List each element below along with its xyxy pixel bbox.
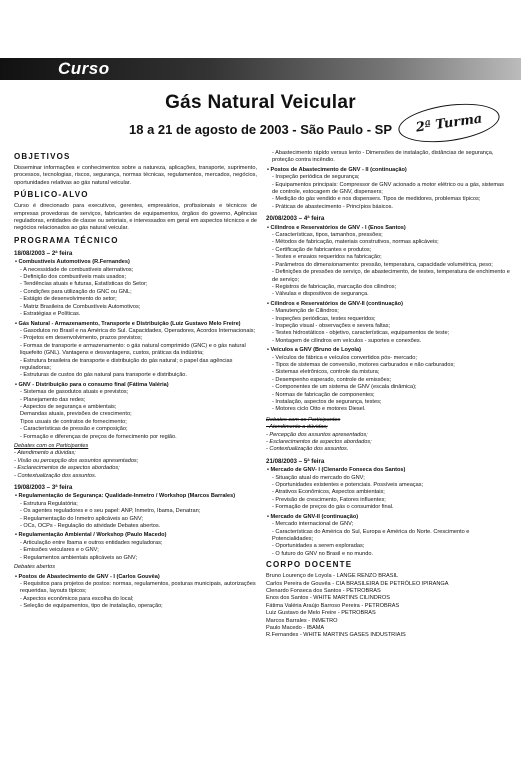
list-item: - Definição dos combustíveis mais usados; xyxy=(20,274,127,281)
list-item: Enos dos Santos - WHITE MARTINS CILINDROS xyxy=(266,595,390,602)
list-item: - Componentes de um sistema de GNV (escala dinâmica); xyxy=(272,384,417,391)
list-item: - Esclarecimentos de aspectos abordados; xyxy=(14,465,120,472)
corpo-heading: CORPO DOCENTE xyxy=(266,560,353,570)
list-item: - Estratégias e Políticas. xyxy=(20,311,81,318)
list-item: - Montagem de cilindros em veículos - suportes e conexões. xyxy=(272,337,422,344)
list-item: - Testes e ensaios requeridos na fabricação; xyxy=(272,254,382,261)
list-item: - Mercado internacional de GNV; xyxy=(272,521,354,528)
list-item: - Contextualização dos assuntos. xyxy=(14,472,97,479)
session-mercado-1: • Mercado de GNV- I (Clenardo Fonseca dos Santos) - Situação atual do mercado do GNV; - Oportunidades existentes e potenciais. Possíveis ameaças; - Atrativos Econômicos, Aspectos ambientais; - Previsão de crescimento, Fatores influentes; - Formação de preços do gás o consumidor final. xyxy=(266,467,511,511)
list-item: - Motores ciclo Otto e motores Diesel. xyxy=(272,406,366,413)
list-item: - Seleção de equipamentos, tipo de instalação, operação; xyxy=(20,603,163,610)
session-regulamentacao-seguranca: • Regulamentação de Segurança: Qualidade-Inmetro / Workshop (Marcos Barrales) - Estrutura Regulatória; - Os agentes reguladores e o seu papel: ANP, Inmetro, Ibama, Denatran; - Regulamentação do Inmetro aplicáveis ao GNV; - OCs, OCPs - Regulação do atividade Debates abertos. xyxy=(14,493,257,530)
publico-text: Curso é direcionado para executivos, gerentes, empresários, profissionais e técnicos de empresas provedoras de serviços, fabricantes de equipamentos, órgãos do governo, Agências reguladoras, entidades de classe ou setoriais, e interessados em geral em aspectos técnicos e de negócios relacionados ao gás natural veicular. xyxy=(14,203,257,232)
list-item: - Percepção dos assuntos apresentados; xyxy=(266,431,368,438)
list-item: - O futuro do GNV no Brasil e no mundo. xyxy=(272,550,374,557)
list-item: - Registros de fabricação, marcação dos cilindros; xyxy=(272,283,397,290)
list-item: - Esclarecimentos de aspectos abordados; xyxy=(266,439,372,446)
list-item: - Abastecimento rápido versus lento - Dimensões de instalação, distâncias de segurança, proteção contra incêndio. xyxy=(272,150,494,164)
session-veiculos: • Veículos a GNV (Bruno de Loyola) - Veículos de fábrica e veículos convertidos pós- mercado; - Tipos de sistemas de conversão, motores carburados e não carburados; - Sistemas eletrônicos, controle da mistura; - Desempenho esperado, controle de emissões; - Componentes de um sistema de GNV (escala dinâmica); - Normas de fabricação de componentes; - Instalação, aspectos de segurança, testes; - Motores ciclo Otto e motores Diesel. xyxy=(266,347,511,414)
list-item: - Gasodutos no Brasil e na América do Sul. Capacidades, Operadores, Acordos Internacionais; xyxy=(20,327,256,334)
list-item: Clenardo Fonseca dos Santos - PETROBRAS xyxy=(266,587,381,594)
day-20-date: 20/08/2003 – 4ª feira xyxy=(266,215,325,223)
list-item: - Inspeções periódicas, testes requeridos; xyxy=(272,315,376,322)
session-combustiveis: • Combustíveis Automotivos (R.Fernandes) - A necessidade de combustíveis alternativos; - Definição dos combustíveis mais usados; - Tendências atuais e futuras, Estatísticas do Setor; - Condições para utilização do GNC ou GNL; - Estágio de desenvolvimento do setor; - Matriz Brasileira de Combustíveis Automotivos; - Estratégias e Políticas. xyxy=(14,259,257,318)
session-postos-2: • Postos de Abastecimento de GNV - II (continuação) - Inspeção periódica de segurança; - Equipamentos principais: Compressor de GNV acionado a motor elétrico ou a gás, sistemas de controle, estocagem de GNV, dispensers; - Medição do gás vendido e nos dispensers. Tipos de medidores, problemas típicos; - Práticas de abastecimento - Princípios básicos. xyxy=(266,167,511,211)
list-item: - Oportunidades existentes e potenciais. Possíveis ameaças; xyxy=(272,482,424,489)
list-item: - Projetos em desenvolvimento, prazos previstos; xyxy=(20,335,143,342)
programa-heading: PROGRAMA TÉCNICO xyxy=(14,235,119,245)
list-item: - Condições para utilização do GNC ou GNL; xyxy=(20,288,132,295)
list-item: - Estrutura Regulatória; xyxy=(20,500,78,507)
list-item: - Estrutura brasileira de transporte e distribuição do gás natural; o papel das agências reguladoras; xyxy=(20,357,233,371)
debates-20: Debates com os Participantes - Atendimento a dúvidas; - Percepção dos assuntos apresentados; - Esclarecimentos de aspectos abordados; - Contextualização dos assuntos. xyxy=(266,416,511,454)
event-dates: 18 a 21 de agosto de 2003 - São Paulo - SP xyxy=(129,122,392,137)
list-item: - Situação atual do mercado do GNV; xyxy=(272,474,365,481)
list-item: - OCs, OCPs - Regulação do atividade Debates abertos. xyxy=(20,523,161,530)
list-item: - Formação e diferenças de preços de fornecimento por região. xyxy=(20,433,177,440)
list-item: - Oportunidades a serem exploradas; xyxy=(272,543,365,550)
list-item: - Manutenção de Cilindros; xyxy=(272,308,339,315)
right-column xyxy=(266,150,511,640)
list-item: - Instalação, aspectos de segurança, testes; xyxy=(272,399,382,405)
list-item: - Características de pressão e composição; xyxy=(20,426,128,433)
list-item: - Visão ou percepção dos assuntos apresentados; xyxy=(14,457,139,464)
session-postos-1: • Postos de Abastecimento de GNV - I (Carlos Gouvêa) - Requisitos para projetos de postos: normas, regulamentos, posturas municipais, autorizações requeridas, layouts típicos; - Aspectos econômicos para escolha do local; - Seleção de equipamentos, tipo de instalação, operação; xyxy=(15,573,256,610)
list-item: Tipos usuais de contratos de fornecimento; xyxy=(20,418,127,425)
session-cilindros-1: • Cilindros e Reservatórios de GNV - I (Enos Santos) - Características, tipos, tamanhos, pressões; - Métodos de fabricação, materiais construtivos, normas aplicáveis; - Certificação de fabricantes e produtos; - Testes e ensaios requeridos na fabricação; - Parâmetros do dimensionamento: pressão, temperatura, capacidade volumétrica, peso; - Definições de pressões de serviço, de abastecimento, de testes, temperatura de enchimento e de serviço; - Registros de fabricação, marcação dos cilindros; - Válvulas e dispositivos de segurança. xyxy=(267,224,510,298)
debates-19: Debates abertos xyxy=(14,564,56,571)
list-item: - Atrativos Econômicos, Aspectos ambientais; xyxy=(272,489,385,496)
list-item: - Sistemas de gasodutos atuais e previstos; xyxy=(20,389,129,396)
list-item: - Medição do gás vendido e nos dispensers. Tipos de medidores, problemas típicos; xyxy=(272,196,481,203)
list-item: - Articulação entre Ibama e outros entidades reguladoras; xyxy=(20,539,163,546)
handwritten-note xyxy=(348,415,350,423)
list-item: - Veículos de fábrica e veículos convertidos pós- mercado; xyxy=(272,354,417,361)
list-item: - Estágio de desenvolvimento do setor; xyxy=(20,296,117,303)
list-item: - Atendimento a dúvidas; xyxy=(14,450,76,457)
session-cilindros-2: • Cilindros e Reservatórios de GNV-II (continuação) - Manutenção de Cilindros; - Inspeções periódicas, testes requeridos; - Inspeção visual - observações e severa faltas; - Testes hidrostáticos - objetivo, características, equipamentos de teste; - Montagem de cilindros em veículos - suportes e conexões. xyxy=(266,301,511,345)
list-item: - Tendências atuais e futuras, Estatísticas do Setor; xyxy=(20,281,148,288)
day-21-date: 21/08/2003 – 5ª feira xyxy=(266,457,325,465)
list-item: - Inspeção visual - observações e severa faltas; xyxy=(272,322,391,329)
course-label: Curso xyxy=(58,59,110,78)
list-item: - Testes hidrostáticos - objetivo, características, equipamentos de teste; xyxy=(272,330,450,337)
publico-heading: PÚBLICO-ALVO xyxy=(14,190,89,200)
list-item: - A necessidade de combustíveis alternativos; xyxy=(20,266,134,273)
list-item: - Os agentes reguladores e o seu papel: ANP, Inmetro, Ibama, Denatran; xyxy=(20,508,201,515)
list-item: - Definições de pressões de serviço, de abastecimento, de testes, temperatura de enchimento e de serviço; xyxy=(272,269,510,283)
list-item: - Atendimento a dúvidas; xyxy=(266,424,328,431)
session-regulamentacao-ambiental: • Regulamentação Ambiental / Workshop (Paulo Macedo) - Articulação entre Ibama e outros entidades reguladoras; - Emissões veiculares e o GNV; - Regulamentos ambientais aplicáveis ao GNV; xyxy=(14,532,257,562)
debates-18: Debates com os Participantes - Atendimento a dúvidas; - Visão ou percepção dos assuntos apresentados; - Esclarecimentos de aspectos abordados; - Contextualização dos assuntos. xyxy=(14,443,257,480)
list-item: - Válvulas e dispositivos de segurança. xyxy=(272,291,369,298)
list-item: Bruno Lourenço de Loyola - LANGE RENZO BRASIL xyxy=(266,573,399,580)
list-item: - Sistemas eletrônicos, controle da mistura; xyxy=(272,369,380,376)
list-item: - Equipamentos principais: Compressor de GNV acionado a motor elétrico ou a gás, sistemas de controle, estocagem de GNV, dispensers; xyxy=(272,181,504,196)
list-item: - Requisitos para projetos de postos: normas, regulamentos, posturas municipais, autorizações requeridas, layouts típicos; xyxy=(20,580,256,595)
list-item: - Desempenho esperado, controle de emissões; xyxy=(272,376,392,383)
list-item: - Parâmetros do dimensionamento: pressão, temperatura, capacidade volumétrica, peso; xyxy=(272,261,493,268)
page-title: Gás Natural Veicular xyxy=(165,92,356,113)
list-item: - Métodos de fabricação, materiais construtivos, normas aplicáveis; xyxy=(272,239,439,246)
list-item: - Planejamento das redes; xyxy=(20,396,86,403)
list-item: - Características do América do Sul, Europa e América do Norte. Crescimento e Potencialidades; xyxy=(272,528,470,542)
day-19-date: 19/08/2003 – 3ª feira xyxy=(14,484,73,492)
list-item: - Contextualização dos assuntos. xyxy=(266,446,349,453)
objetivos-heading: OBJETIVOS xyxy=(14,152,71,161)
list-item: - Normas de fabricação de componentes; xyxy=(272,391,375,398)
list-item: - Tipos de sistemas de conversão, motores carburados e não carburados; xyxy=(272,361,455,368)
list-item: - Regulamentação do Inmetro aplicáveis ao GNV; xyxy=(20,515,143,522)
list-item: - Regulamentos ambientais aplicáveis ao GNV; xyxy=(20,554,138,561)
list-item: - Estruturas de custos do gás natural para transporte e distribuição. xyxy=(20,372,187,379)
left-column xyxy=(14,150,257,611)
list-item: - Formação de preços do gás o consumidor final. xyxy=(272,504,394,511)
list-item: R.Fernandes - WHITE MARTINS GASES INDUSTRIAIS xyxy=(266,632,406,639)
list-item: Fátima Valéria Araújo Barroso Pereira - PETROBRAS xyxy=(266,602,400,609)
session-mercado-2: • Mercado de GNV-II (continuação) - Mercado internacional de GNV; - Características do América do Sul, Europa e América do Norte. Crescimento e Potencialidades; - Oportunidades a serem exploradas; - O futuro do GNV no Brasil e no mundo. xyxy=(266,514,511,558)
list-item: - Características, tipos, tamanhos, pressões; xyxy=(272,232,383,239)
list-item: - Previsão de crescimento, Fatores influentes; xyxy=(272,496,386,503)
list-item: Marcos Barrales - INMETRO xyxy=(266,617,338,624)
list-item: - Inspeção periódica de segurança; xyxy=(272,174,360,181)
day-18-date: 18/08/2003 – 2ª feira xyxy=(14,249,73,257)
list-item: Carlos Pereira de Gouvêa - CIA BRASILEIRA DE PETRÓLEO IPIRANGA xyxy=(266,580,449,587)
list-item: - Práticas de abastecimento - Princípios básicos. xyxy=(272,203,393,210)
objetivos-text: Disseminar informações e conhecimentos sobre a natureza, aplicações, transporte, suprimento, processos, tecnologias, riscos, segurança, normas técnicas, regulamentos, mercados, negócios, oportunidades relativas ao gás natural veicular. xyxy=(14,165,257,186)
session-gnv-distribuicao: • GNV - Distribuição para o consumo final (Fátima Valéria) - Sistemas de gasodutos atuais e previstos; - Planejamento das redes; - Aspectos de segurança e ambientais; Demandas atuais, previsões de crescimento; Tipos usuais de contratos de fornecimento; - Características de pressão e composição; - Formação e diferenças de preços de fornecimento por região. xyxy=(14,382,257,441)
list-item: Luiz Gustavo de Melo Freire - PETROBRAS xyxy=(266,610,376,617)
class-stamp: 2ª Turma xyxy=(396,98,502,148)
list-item: - Emissões veiculares e o GNV; xyxy=(20,547,99,554)
list-item: - Aspectos de segurança e ambientais; xyxy=(20,403,117,410)
session-gas-natural: • Gás Natural - Armazenamento, Transporte e Distribuição (Luiz Gustavo Melo Freire) - Gasodutos no Brasil e na América do Sul. Capacidades, Operadores, Acordos Internacionais; - Projetos em desenvolvimento, prazos previstos; - Formas de transporte e armazenamento: o gás natural comprimido (GNC) e o gás natural liquefeito (GNL). Vantagens e desvantagens, custos, práticas da indústria; - Estrutura brasileira de transporte e distribuição do gás natural; o papel das agências reguladoras; - Estruturas de custos do gás natural para transporte e distribuição. xyxy=(15,320,256,379)
list-item: - Certificação de fabricantes e produtos; xyxy=(272,246,372,253)
list-item: - Aspectos econômicos para escolha do local; xyxy=(20,595,134,602)
list-item: Demandas atuais, previsões de crescimento; xyxy=(20,411,132,418)
list-item: Paulo Macedo - IBAMA xyxy=(266,624,325,631)
list-item: - Formas de transporte e armazenamento: o gás natural comprimido (GNC) e o gás natural liquefeito (GNL). Vantagens e desvantagens, custos, práticas da indústria; xyxy=(20,342,246,357)
list-item: - Matriz Brasileira de Combustíveis Automotivos; xyxy=(20,303,141,310)
